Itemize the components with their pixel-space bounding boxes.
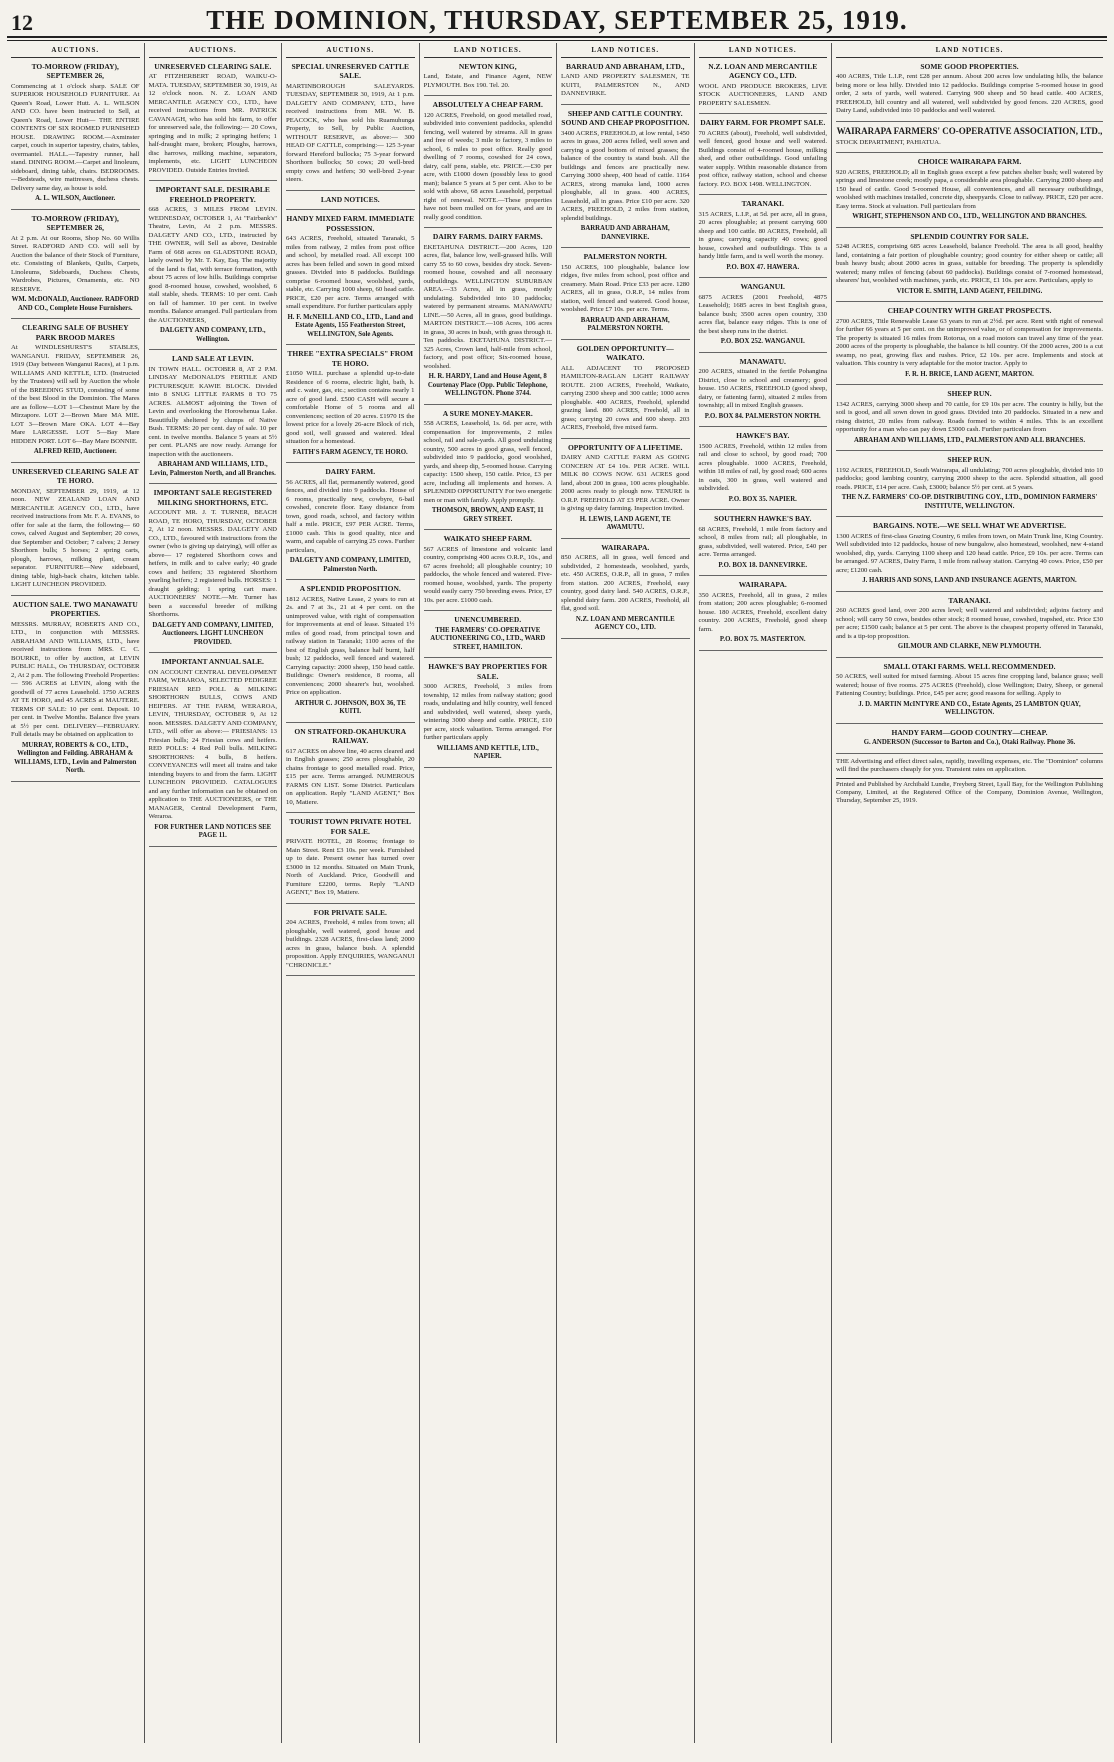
ad-heading: ON STRATFORD-OKAHUKURA RAILWAY. [294, 726, 407, 745]
advertisement [149, 488, 278, 653]
column-heading: LAND NOTICES. [424, 43, 553, 58]
advertisement [11, 323, 140, 463]
advertisement [699, 514, 828, 576]
ad-signature: FOR FURTHER LAND NOTICES SEE PAGE 11. [154, 823, 272, 839]
ad-heading: SOME GOOD PROPERTIES. [920, 61, 1019, 71]
advertisement [836, 521, 1103, 592]
advertisement [286, 908, 415, 977]
advertisement [424, 232, 553, 405]
column-heading: LAND NOTICES. [836, 43, 1103, 58]
ad-body: 1300 ACRES of first-class Grazing Country, 6 miles from town, on Main Trunk line, King Country. Well subdivided into 12 paddocks, house of new bungalow, also homestead, woolshed, new 4-stand woolshed, dip, yards. Carrying 1100 sheep and 120 head cattle. Price, £9 10s. per acre. Terms can be arranged. 97 ACRES, Dairy Farm, 1 mile from railway station. Carrying 40 cows. Price, £50 per acre; £1200 cash. [836, 532, 1103, 574]
ad-heading: UNRESERVED CLEARING SALE AT TE HORO. [11, 466, 139, 485]
ad-heading: PALMERSTON NORTH. [583, 252, 667, 261]
ad-heading: SHEEP RUN. [947, 389, 992, 398]
ad-heading: WAIKATO SHEEP FARM. [443, 534, 532, 543]
ad-signature: P.O. BOX 75. MASTERTON. [719, 636, 806, 643]
advertisement [286, 214, 415, 345]
ad-body: ON ACCOUNT CENTRAL DEVELOPMENT FARM, WERAROA, SELECTED PEDIGREE FRIESIAN RED POLL & MILKING SHORTHORN BULLS, COWS AND HEIFERS. AT THE FARM, WERAROA, LEVIN, THURSDAY, OCTOBER 9, At 12 noon. MESSRS. DALGETY AND COMPANY, LTD., will offer as above:— FRIESIANS: 13 Friesian bulls; 24 Friesian cows and heifers. RED POLLS: 4 Red Poll bulls. MILKING SHORTHORNS: 4 bulls, 8 heifers. CONVEYANCES will meet all trains and take intending buyers to and from the farm. LIGHT LUNCHEON PROVIDED. CATALOGUES and any further information can be obtained on application to THE AUCTIONEERS, or THE MANAGER, Central Development Farm, Weraroa. [148, 668, 277, 820]
ad-body: MARTINBOROUGH SALEYARDS. TUESDAY, SEPTEMBER 30, 1919, At 1 p.m. DALGETY AND COMPANY, LTD., have received instructions from MR. W. B. PEACOCK, who has sold his Ruamuhunga Property, to Sell, by Public Auction, WITHOUT RESERVE, as above:— 300 HEAD OF CATTLE, comprising:— 125 3-year forward Hereford bullocks; 75 3-year forward Shorthorn bullocks; 50 cows; 20 well-bred empty cows and heifers; 30 well-bred 2-year steers. [286, 82, 415, 183]
ad-heading: UNRESERVED CLEARING SALE. [154, 61, 272, 71]
advertisement [286, 584, 415, 723]
ad-body: IN TOWN HALL. OCTOBER 8, AT 2 P.M. LINDSAY McDONALD'S FERTILE AND PICTURESQUE KAWIE BLOCK. Divided into 8 SNUG LITTLE FARMS 8 TO 75 ACRES. ALMOST adjoining the Town of Levin and overlooking the Horowhenua Lake. Beautifully sheltered by clumps of Native Bush. TERMS: 20 per cent. day of sale. 10 per cent. in twelve months. Balance 5 years at 5½ per cent. PLANS are now ready. Arrange for inspection with the auctioneers. [148, 365, 277, 458]
ad-signature: G. ANDERSON (Successor to Barton and Co.), Otaki Railway. Phone 36. [863, 739, 1076, 746]
ad-signature: VICTOR E. SMITH, LAND AGENT, FEILDING. [896, 287, 1043, 295]
ad-heading: IMPORTANT SALE REGISTERED MILKING SHORTHORNS, ETC. [153, 488, 272, 507]
ad-heading: SHEEP AND CATTLE COUNTRY. SOUND AND CHEAP PROPOSITION. [561, 108, 690, 127]
column-heading: LAND NOTICES. [699, 43, 828, 58]
ad-body: 1342 ACRES, carrying 3000 sheep and 70 cattle, for £9 10s per acre. The country is hilly, but the soil is good, and all sown down in good grass. Divided into 20 paddocks. Situated in a new and rising district, 20 miles from railway. Roads formed to within 4 miles. This is an excellent opportunity for a man who can pay down £3000 cash. Further particulars from [836, 400, 1103, 433]
ad-heading: LAND NOTICES. [320, 194, 380, 204]
ad-heading: A SURE MONEY-MAKER. [442, 408, 533, 418]
advertisement [424, 615, 553, 658]
ad-heading: WAIRARAPA. [738, 580, 787, 589]
advertisement [286, 817, 415, 904]
ad-body: 668 ACRES, 3 MILES FROM LEVIN. WEDNESDAY, OCTOBER 1, At "Fairbank's" Theatre, Levin, At 2 p.m. MESSRS. DALGETY AND CO., LTD., instructed by THE OWNER, will Sell as above, Desirable Farm of 668 acres on GLADSTONE ROAD, lately owned by Mr. T. Kay, Esq. The majority of the land is flat, with terrace formation, with about 75 acres of low hills. Buildings comprise good 8-roomed house, cowshed, woolshed, 6 stall stable, sheds. TERMS: 10 per cent. Cash on fall of hammer. 10 per cent. in twelve months. Balance arranged. Full particulars from the AUCTIONEERS, [148, 206, 277, 324]
ad-signature: F. R. H. BRICE, LAND AGENT, MARTON. [905, 370, 1034, 378]
advertisement [11, 62, 140, 210]
ad-signature: FAITH'S FARM AGENCY, TE HORO. [292, 448, 408, 456]
ad-heading: IMPORTANT ANNUAL SALE. [161, 657, 264, 666]
ad-signature: THOMSON, BROWN, AND EAST, 11 GREY STREET. [431, 507, 544, 523]
ad-body: 558 ACRES, Leasehold, 1s. 6d. per acre, with compensation for improvements, 2 miles school, rail and sale-yards. All good undulating country, 500 acres in good grass, well fenced, subdivided into 9 paddocks, good woolshed, yards, and sheep dip, 5-roomed house. Carrying capacity: 1500 sheep, 150 cattle. Price, £3 per acre, including all implements and horses. A SPLENDID OPPORTUNITY For two energetic men or man with family. Apply promptly. [423, 420, 553, 504]
ad-body: Commencing at 1 o'clock sharp. SALE OF SUPERIOR HOUSEHOLD FURNITURE. At Queen's Road, Lower Hutt. A. L. WILSON AND CO. have been instructed to Sell, at Queen's Road, Lower Hutt— THE ENTIRE CONTENTS OF SIX ROOMED FURNISHED HOUSE. DRAWING ROOM.—Axminster carpet, couch in superior tapestry, chairs, tables, overmantel. HALL.—Tapestry runner, hall stand. DINING ROOM.—Carpet and linoleum, sideboard, dining table, chairs. BEDROOMS.—Bedsteads, wire mattresses, duchess chests. Delivery same day, as house is sold. [11, 82, 140, 192]
ad-heading: AUCTION SALE. TWO MANAWATU PROPERTIES. [12, 599, 138, 618]
ad-body: 350 ACRES, Freehold, all in grass, 2 miles from station; 200 acres ploughable; 6-roomed house. 180 ACRES, Freehold, excellent dairy country. 200 ACRES, Freehold, good sheep farm. [698, 591, 827, 633]
ad-body: WOOL AND PRODUCE BROKERS, LIVE STOCK AUCTIONEERS, LAND AND PROPERTY SALESMEN. [698, 82, 827, 107]
ad-body: 400 ACRES, Title L.I.P., rent £28 per annum. About 200 acres low undulating hills, the balance being more or less hilly. Divided into 12 paddocks. Buildings comprise 5-roomed house in good order, 2 sets of yards, well watered. Carrying 900 sheep and 50 head cattle. 400 ACRES, FREEHOLD, hill country and all watered, well subdivided by good fences. 220 ACRES, good Dairy Land, subdivided into 10 paddocks and well watered. [836, 73, 1103, 114]
ad-heading: N.Z. LOAN AND MERCANTILE AGENCY CO., LTD. [708, 61, 818, 80]
ad-body: 315 ACRES, L.I.P., at 5d. per acre, all in grass, 20 acres ploughable; at present carrying 600 sheep and 100 cattle. 80 ACRES, Freehold, all in grass; carrying capacity 40 cows; good house, cowshed and outbuildings. This is a handy little farm, and is well worth the money. [698, 210, 827, 260]
ad-body: 50 ACRES, well suited for mixed farming. About 15 acres fine cropping land, balance grass; well watered; house of five rooms. 275 ACRES (Freehold), close Wellington; Dairy, Sheep, or general Fattening Country; buildings. Price, £45 per acre; good reasons for selling. Apply to [836, 673, 1103, 697]
advertisement [149, 657, 278, 847]
ad-signature: H. F. McNEILL AND CO., LTD., Land and Estate Agents, 155 Featherston Street, WELLINGTON, Sole Agents. [287, 313, 413, 338]
ad-heading: SHEEP RUN. [947, 455, 992, 464]
ad-body: ALL ADJACENT TO PROPOSED HAMILTON-RAGLAN LIGHT RAILWAY ROUTE. 2100 ACRES, Freehold, Waikato, carrying 2300 sheep and 300 cattle; 1000 acres ploughable. 400 ACRES, Freehold, splendid grazing land. 800 ACRES, Freehold, all in grass; carrying 20 cows and 600 sheep. 203 ACRES, Freehold, five mixed farm. [561, 364, 690, 431]
ad-heading: WAIRARAPA FARMERS' CO-OPERATIVE ASSOCIATION, LTD., [836, 125, 1103, 136]
advertisement [836, 596, 1103, 658]
double-rule [7, 40, 1107, 41]
ad-heading: BARRAUD AND ABRAHAM, LTD., [566, 61, 685, 71]
ad-body: LAND AND PROPERTY SALESMEN, TE KUITI, PALMERSTON N., AND DANNEVIRKE. [561, 73, 690, 97]
ad-heading: SPECIAL UNRESERVED CATTLE SALE. [291, 61, 410, 80]
ad-signature: DALGETY AND COMPANY, LIMITED, Auctioneers. LIGHT LUNCHEON PROVIDED. [152, 621, 274, 646]
advertisement [149, 185, 278, 350]
ad-body: EKETAHUNA DISTRICT.—200 Acres, 120 acres, flat, balance low, well-grassed hills. Will carry 55 to 60 cows, besides dry stock. Seven-roomed house, cowshed and all necessary outbuildings. WELLINGTON SUBURBAN AREA.—33 Acres, all in grass, mostly undulating. Subdivided into 10 paddocks; watered by permanent streams. MANAWATU LINE.—50 Acres, all in grass, good buildings. MARTON DISTRICT.—108 Acres, 106 acres in grass, 30 acres in bush, with grass through it. Ten paddocks. EKETAHUNA DISTRICT.—325 Acres, Crown land, half-mile from school, factory, and post office; Six-roomed house, woolshed. [423, 243, 552, 370]
column-7 [832, 43, 1107, 1743]
ad-heading: A SPLENDID PROPOSITION. [299, 584, 401, 593]
ad-body: 204 ACRES, Freehold, 4 miles from town; all ploughable, well watered, good house and buildings. 2328 ACRES, first-class land; 2000 acres in grass, balance bush. A splendid proposition. Apply ENQUIRIES, WANGANUI "CHRONICLE." [286, 919, 415, 969]
ad-body: 56 ACRES, all flat, permanently watered, good fences, and divided into 9 paddocks. House of 6 rooms, practically new, cowbyre, 6-bail cowshed, concrete floor. Easy distance from town, good roads, school, and factory within half a mile. PRICE, £97 PER ACRE. Terms, £1000 cash. This is good quality, nice and warm, and capable of carrying 25 cows. Further particulars, [286, 478, 415, 554]
ad-heading: GOLDEN OPPORTUNITY—WAIKATO. [576, 343, 674, 362]
advertisement [836, 232, 1103, 303]
ad-signature: THE FARMERS' CO-OPERATIVE AUCTIONEERING CO., LTD., WARD STREET, HAMILTON. [430, 626, 546, 651]
advertisement [149, 354, 278, 484]
ad-heading: FOR PRIVATE SALE. [313, 907, 387, 917]
ad-body: 920 ACRES, FREEHOLD; all in English grass except a few patches shelter bush; well watered by springs and limestone creek; mostly papa, a considerable area ploughable. Carrying 2000 sheep and 150 head of cattle. Good 5-roomed House, all conveniences, and all necessary outbuildings, woolshed with machines installed, concrete dip, sheepyards. Close to railway. PRICE, £20 per acre. Easy terms. Stock at valuation. Full particulars from [836, 168, 1103, 210]
ad-body: 643 ACRES, Freehold, situated Taranaki, 5 miles from railway, 2 miles from post office and school, by metalled road. All except 100 acres has been felled and sown in good mixed grasses. Divided into 8 paddocks. Buildings comprise 6-roomed house, woolshed, yards, stable, etc. Carrying 1000 sheep, 60 head cattle. PRICE, £20 per acre. Terms arranged with small expenditure. For further particulars apply [286, 235, 415, 310]
ad-body: DAIRY AND CATTLE FARM AS GOING CONCERN AT £4 10s. PER ACRE. WILL MILK 80 COWS NOW. 631 ACRES good land, about 200 in grass, 100 acres ploughable. 2000 acres ready to plough now. TENURE is O.R.P. FREEHOLD AT £3 PER ACRE. Owner is giving up dairy farming. Inspection invited. [561, 454, 690, 512]
ad-heading: DAIRY FARM. [325, 467, 376, 476]
ad-body: £1050 WILL purchase a splendid up-to-date Residence of 6 rooms, electric light, bath, h. and c. water, gas, etc.; section contains nearly 1 acre of good land. £500 CASH will secure a comfortable Home of 5 rooms and all conveniences; section of 20 acres. £1970 IS the lowest price for a lovely 26-acre Block of rich, good soil, well grassed and watered. Ideal situation for a homestead. [286, 370, 415, 445]
ad-signature: P.O. BOX 18. DANNEVIRKE. [718, 561, 808, 569]
ad-body: 6875 ACRES (2001 Freehold, 4875 Leasehold); 1685 acres in best English grass, balance bush; 3500 acres open country, 330 acres flat, balance easy ridges. This is one of the best sheep runs in the district. [698, 293, 827, 335]
ad-heading: BARGAINS. NOTE.—WE SELL WHAT WE ADVERTISE. [873, 521, 1066, 530]
advertisement [11, 214, 140, 320]
ad-heading: TO-MORROW (FRIDAY), SEPTEMBER 26, [31, 213, 119, 232]
advertisement [424, 62, 553, 97]
advertisement [836, 662, 1103, 724]
ad-body: STOCK DEPARTMENT, PAHIATUA. [836, 138, 941, 146]
advertisement [424, 409, 553, 531]
ad-body: 850 ACRES, all in grass, well fenced and subdivided, 2 homesteads, woolshed, yards, etc. 450 ACRES, O.R.P., all in grass, 7 miles from station. 200 ACRES, Freehold, easy country, good dairy land. 540 ACRES, O.R.P., splendid dairy farm. 200 ACRES, Freehold, all flat, good soil. [561, 554, 690, 612]
advertisement [561, 252, 690, 340]
advertisement [424, 534, 553, 611]
ad-signature: GILMOUR AND CLARKE, NEW PLYMOUTH. [897, 643, 1042, 650]
advertisement [561, 62, 690, 105]
ad-signature: THE N.Z. FARMERS' CO-OP. DISTRIBUTING COY., LTD., DOMINION FARMERS' INSTITUTE, WELLINGTON. [841, 494, 1098, 510]
ad-body: 567 ACRES of limestone and volcanic land country, comprising 400 acres O.R.P., 10s., and 67 acres freehold; all ploughable country; 10 paddocks, the whole fenced and watered. Five-roomed house, woolshed, yards. The property would easily carry 750 breeding ewes. Price, £7 10s. per acre. £1000 cash. [423, 545, 552, 604]
ad-body: 150 ACRES, 100 ploughable, balance low ridges, five miles from school, post office and creamery. Main Road. Price £33 per acre. 1280 ACRES, all in grass, O.R.P., 14 miles from station, well fenced and watered. Good house, woolshed. Price £7 10s. per acre. Terms. [561, 263, 690, 313]
column-4 [420, 43, 558, 1743]
ad-body: 3000 ACRES, Freehold, 3 miles from township, 12 miles from railway station; good roads, undulating and hilly country, well fenced and subdivided, well watered, sheep yards, wintering 3000 sheep and cattle. PRICE, £10 per acre, stock valuation. Terms arranged. For further particulars apply [423, 683, 552, 741]
ad-body: 3400 ACRES, FREEHOLD, at low rental, 1450 acres in grass, 200 acres felled, well sown and carrying a good bottom of mixed grasses; the balance of the country is stand bush. All the buildings and fences are practically new. Carrying 3000 sheep, 400 head of cattle. 1164 ACRES, strong manuka land, 1000 acres ploughable, all in grass. 400 ACRES, Leasehold, all in grass. Price £10 per acre. 320 ACRES, FREEHOLD, 2 miles from station, splendid buildings. [561, 129, 690, 222]
column-2 [145, 43, 283, 1743]
column-1 [7, 43, 145, 1743]
ad-heading: WAIRARAPA. [601, 542, 650, 552]
ad-signature: ARTHUR C. JOHNSON, BOX 36, TE KUITI. [294, 699, 406, 715]
ad-body: 1500 ACRES, Freehold, within 12 miles from rail and close to school, by good road; 700 acres ploughable. 1000 ACRES, Freehold, within 18 miles of rail, by good road; 600 acres in oats, 300 in grass, well watered and subdivided. [698, 442, 827, 492]
ad-signature: N.Z. LOAN AND MERCANTILE AGENCY CO., LTD. [575, 615, 675, 631]
advertisement [286, 727, 415, 814]
advertisement [286, 467, 415, 580]
ad-signature: ABRAHAM AND WILLIAMS, LTD., Levin, Palmerston North, and all Branches. [149, 461, 276, 477]
page-number: 12 [11, 10, 33, 35]
advertising-note: THE Advertising and effect direct sales, rapidly, travelling expenses, etc. The "Dominion" columns will find the purchasers cheaply for you. Transient rates on application. [836, 757, 1103, 773]
masthead [7, 6, 1107, 38]
ad-signature: WILLIAMS AND KETTLE, LTD., NAPIER. [436, 744, 539, 760]
advertisement [699, 118, 828, 195]
ad-body: 617 ACRES on above line, 40 acres cleared and in English grasses; 250 acres ploughable, 20 chains frontage to good metalled road. Price, £15 per acre. Terms arranged. NUMEROUS FARMS ON LIST. Some District. Particulars on application. Reply "LAND AGENT," Box 10, Matiere. [286, 747, 415, 806]
advertisement [699, 431, 828, 510]
advertisement [836, 389, 1103, 451]
advertisement [836, 306, 1103, 385]
column-6 [695, 43, 833, 1743]
ad-body: At WINDLESHURST'S STABLES, WANGANUI. FRIDAY, SEPTEMBER 26, 1919 (Day between Wanganui Races), at 1 p.m. WILLIAMS AND KETTLE, LTD. (Instructed by the Trustees) will sell by Auction the whole of the BREEDING STUD, consisting of some of the best Blood in the Dominion. The Mares are as follow—LOT 1—Chestnut Mare by the Mirzapore. LOT 2—Brown Mare MA MIE. LOT 3—Brown Mare OKA. LOT 4—Bay Mare LARGESSE. LOT 5—Bay Mare HIDDEN PORT. LOT 6—Bay Mare BONNIE. [11, 344, 140, 445]
ad-heading: IMPORTANT SALE. DESIRABLE FREEHOLD PROPERTY. [155, 185, 270, 204]
ad-body: ACCOUNT MR. J. T. TURNER, BEACH ROAD, TE HORO, THURSDAY, OCTOBER 2, At 12 noon. MESSRS. DALGETY AND CO., LTD., favoured with instructions from the owner (who is giving up dairying), will offer as above— 17 registered Shorthorn cows and heifers, in milk and to calve early; 40 grade cows and heifers; 33 registered Shorthorn yearling heifers; 2 registered bulls. HORSES: 1 draught gelding; 1 spring cart mare. AUCTIONEERS' NOTE.—Mr. Turner has been a successful breeder of milking Shorthorns. [148, 509, 277, 618]
advertisement [699, 357, 828, 428]
advertisement [836, 455, 1103, 517]
ad-heading: HAWKE'S BAY. [736, 431, 790, 440]
ad-signature: WRIGHT, STEPHENSON AND CO., LTD., WELLINGTON AND BRANCHES. [852, 213, 1087, 220]
ad-signature: BARRAUD AND ABRAHAM, DANNEVIRKE. [580, 225, 670, 241]
ad-body: 260 ACRES good land, over 200 acres level; well watered and subdivided; adjoins factory and school; will carry 50 cows, besides other stock; 8 roomed house, cowshed, trapshed, etc. Price £30 per acre; £1500 cash; balance at 5 per cent. The above is the cheapest property offered in Taranaki, and is a tip-top proposition. [836, 607, 1103, 640]
ad-body: 1192 ACRES, FREEHOLD, South Wairarapa, all undulating; 700 acres ploughable, divided into 10 paddocks; good lambing country, carrying 2000 sheep to the acre. Splendid situation, all good roads. PRICE, £14 per acre. Cash, £3000; balance 5½ per cent. at 5 years. [836, 466, 1103, 491]
ad-signature: P.O. BOX 84. PALMERSTON NORTH. [704, 412, 821, 420]
advertisement [699, 199, 828, 278]
ad-signature: A. L. WILSON, Auctioneer. [35, 195, 116, 202]
ad-body: AT FITZHERBERT ROAD, WAIKU-O-MATA. TUESDAY, SEPTEMBER 30, 1919, At 12 o'clock noon. N. Z. LOAN AND MERCANTILE AGENCY CO., LTD., have received instructions from MR. PATRICK CAVANAGH, who has sold his farm, to offer for unreserved sale, the following:— 20 Cows, springing and in milk; 2 springing heifers; 1 half-draught mare, broken; Ploughs, harrows, disc harrows, milking machine, separators, implements, etc. LIGHT LUNCHEON PROVIDED. Outside Entries Invited. [148, 73, 277, 174]
advertisement [286, 349, 415, 463]
column-heading: AUCTIONS. [286, 43, 415, 58]
ad-heading: TOURIST TOWN PRIVATE HOTEL FOR SALE. [289, 817, 411, 836]
column-3 [282, 43, 420, 1743]
ad-signature: P.O. BOX 47. HAWERA. [726, 263, 800, 271]
ad-heading: NEWTON KING, [458, 61, 517, 71]
ad-signature: H. LEWIS, LAND AGENT, TE AWAMUTU. [579, 515, 671, 531]
ad-heading: SMALL OTAKI FARMS. WELL RECOMMENDED. [883, 661, 1056, 671]
ad-signature: ALFRED REID, Auctioneer. [33, 448, 117, 455]
advertisement [699, 62, 828, 115]
column-heading: AUCTIONS. [11, 43, 140, 58]
advertisement [424, 100, 553, 228]
advertisement [561, 109, 690, 249]
ad-heading: CLEARING SALE OF BUSHEY PARK BROOD MARES [21, 323, 129, 342]
newspaper-title: THE DOMINION, THURSDAY, SEPTEMBER 25, 1919. [206, 5, 908, 35]
ad-heading: DAIRY FARMS. DAIRY FARMS. [432, 232, 543, 241]
ad-body: At 2 p.m. At our Rooms, Shop No. 60 Willis Street. RADFORD AND CO. will sell by Auction the balance of their Stock of Furniture, etc. Consisting of Blankets, Quilts, Carpets, Linoleums, Sideboards, Duchess Chests, Wardrobes, Pictures, Ornaments, etc. NO RESERVE. [11, 234, 140, 293]
ad-body: MESSRS. MURRAY, ROBERTS AND CO., LTD., in conjunction with MESSRS. ABRAHAM AND WILLIAMS, LTD., have received instructions from MRS. C. C. BOURKE, to offer by auction, at LEVIN PUBLIC HALL, On THURSDAY, OCTOBER 2, At 2 p.m. The following Freehold Properties:— 596 ACRES at LEVIN, along with the goodwill of 77 acres Leasehold. 1750 ACRES AT TE HORO, and 45 ACRES at MAUTERE. TERMS OF SALE: 10 per cent. Deposit. 10 per cent. in Twelve Months. Balance five years at 5½ per cent. DELIVERY—FEBRUARY. Full details may be obtained on application to [11, 620, 140, 738]
advertisement [286, 62, 415, 191]
advertisement [11, 600, 140, 782]
column-heading: LAND NOTICES. [561, 43, 690, 58]
ad-heading: TARANAKI. [948, 595, 991, 605]
advertisement [286, 195, 415, 211]
ad-body: 68 ACRES, Freehold, 1 mile from factory and school, 8 miles from rail; all ploughable, in grass, subdivided, well watered. Price, £40 per acre. Terms arranged. [698, 525, 827, 558]
ad-heading: SOUTHERN HAWKE'S BAY. [714, 514, 812, 523]
ad-signature: J. HARRIS AND SONS, LAND AND INSURANCE AGENTS, MARTON. [862, 577, 1077, 584]
ad-heading: TO-MORROW (FRIDAY), SEPTEMBER 26, [31, 61, 119, 80]
ad-heading: LAND SALE AT LEVIN. [172, 354, 254, 363]
ad-signature: DALGETY AND COMPANY, LTD., Wellington. [159, 327, 266, 343]
ad-body: 1812 ACRES, Native Lease, 2 years to run at 2s. and 7 at 3s., 21 at 4 per cent. on the unimproved value, with right of compensation for improvements at end of lease. Situated 1½ miles of good road, from principal town and railway station in Taranaki; 1100 acres of the best of English grass, balance half burnt, half bush; 12 paddocks, well fenced and watered. Carrying capacity: 2000 sheep, 150 head cattle. Buildings: Owner's residence, 8 rooms, all conveniences; 2000 shearer's hut, woolshed. Price on application. [286, 595, 415, 696]
column-grid [7, 43, 1107, 1743]
ad-heading: SPLENDID COUNTRY FOR SALE. [910, 231, 1029, 241]
advertisement [561, 443, 690, 539]
ad-heading: THREE "EXTRA SPECIALS" FROM TE HORO. [287, 349, 414, 368]
ad-signature: ABRAHAM AND WILLIAMS, LTD., PALMERSTON AND ALL BRANCHES. [853, 436, 1086, 444]
advertisement [836, 126, 1103, 154]
ad-signature: MURRAY, ROBERTS & CO., LTD., Wellington and Feilding. ABRAHAM & WILLIAMS, LTD., Levin and Palmerston North. [14, 741, 137, 774]
advertisement [836, 62, 1103, 122]
ad-body: 2700 ACRES, Title Renewable Lease 63 years to run at 2½d. per acre. Rent with right of renewal for further 66 years at 5 per cent. on the unimproved value, or of compensation for improvements. The property is situated 16 miles from Rotorua, on a road motors can travel any time of the year. 2000 acres of the property is ploughable, the balance is hill country. Of the 2000 acres, 200 is a cut swamp, no peat, growing flax and rushes. Price, £2 10s. per acre. Implements and stock at valuation. This country is very adaptable for the motor tractor. Apply to [836, 317, 1103, 367]
advertisement [699, 580, 828, 651]
advertisement [424, 662, 553, 768]
ad-signature: J. D. MARTIN McINTYRE AND CO., Estate Agents, 25 LAMBTON QUAY, WELLINGTON. [858, 700, 1081, 716]
ad-signature: H. R. HARDY, Land and House Agent, 8 Courtenay Place (Opp. Public Telephone, WELLINGTON. Phone 3744. [427, 373, 548, 397]
ad-body: PRIVATE HOTEL, 28 Rooms; frontage to Main Street. Rent £3 10s. per week. Furnished up to date. Present owner has turned over £3000 in 12 months. Situated on Main Trunk, North of Auckland. Price, Goodwill and Furniture £2200, terms. Reply "LAND AGENT," Box 19, Matiere. [286, 838, 415, 896]
ad-heading: CHEAP COUNTRY WITH GREAT PROSPECTS. [887, 306, 1052, 315]
ad-heading: MANAWATU. [739, 356, 786, 366]
ad-heading: OPPORTUNITY OF A LIFETIME. [567, 442, 683, 452]
ad-heading: UNENCUMBERED. [454, 615, 522, 624]
column-heading: AUCTIONS. [149, 43, 278, 58]
ad-body: 120 ACRES, Freehold, on good metalled road, subdivided into convenient paddocks, splendid fencing, well watered by streams. All in grass and free of weeds; 3 mile to factory, 3 miles to school, 6 miles to post office. Really good dwelling of 7 rooms, cowshed for 24 cows, dairy, calf pens, stable, etc. PRICE.—£30 per acre, with £1000 down (possibly less to good man); balance 5 years at 5 per cent. Also to be sold with above, 68 acres Leasehold, perpetual right of renewal. NOTE.—These properties have not been mulled on for years, and are in really good condition. [423, 111, 552, 221]
ad-signature: P.O. BOX 35. NAPIER. [728, 495, 797, 503]
advertisement [149, 62, 278, 182]
ad-heading: ABSOLUTELY A CHEAP FARM. [432, 100, 543, 109]
printer-imprint: Printed and Published by Archibald Lundie, Freyberg Street, Lyall Bay, for the Wellington Publishing Company, Limited, at the Registered Office of the Company, Dominion Avenue, Wellington, Thursday, September 25, 1919. [836, 778, 1103, 805]
ad-signature: WM. McDONALD, Auctioneer. RADFORD AND CO., Complete House Furnishers. [11, 296, 139, 312]
ad-heading: HANDY FARM—GOOD COUNTRY—CHEAP. [891, 727, 1048, 737]
advertisement [561, 543, 690, 639]
ad-body: Land, Estate, and Finance Agent, NEW PLYMOUTH. Box 190. Tel. 20. [423, 73, 552, 89]
advertisement [836, 157, 1103, 228]
ad-body: 5248 ACRES, comprising 685 acres Leasehold, balance Freehold. The area is all good, healthy land, containing a fair portion of ploughable country; good country for either sheep or cattle; all bush heavy bush; about 2000 acres in grass, suitable for breeding. The property is splendidly watered; many miles of fencing (about 60 paddocks). Buildings consist of 7-roomed homestead, shearers' hut, woolshed with machines, yards, etc. PRICE, £1 10s. per acre. Particulars, apply to [836, 243, 1103, 284]
ad-heading: CHOICE WAIRARAPA FARM. [917, 157, 1022, 166]
ad-heading: TARANAKI. [741, 199, 784, 208]
column-5 [557, 43, 695, 1743]
ad-body: 200 ACRES, situated in the fertile Pohangina District, close to school and creamery; good house. 150 ACRES, FREEHOLD (good sheep, dairy, or fattening farm), situated 2 miles from township; all in mixed English grasses. [698, 368, 827, 409]
ad-heading: DAIRY FARM. FOR PROMPT SALE. [700, 118, 826, 127]
advertisement [561, 344, 690, 439]
ad-signature: BARRAUD AND ABRAHAM, PALMERSTON NORTH. [580, 316, 670, 332]
ad-body: 70 ACRES (about), Freehold, well subdivided, well fenced, good house and well watered. Buildings consist of 4-roomed house, milking shed, and other outbuildings. Good unfailing water supply. Within reasonable distance from post office, railway station, school and cheese factory. P.O. BOX 1498. WELLINGTON. [698, 129, 827, 188]
ad-heading: HANDY MIXED FARM. IMMEDIATE POSSESSION. [286, 214, 415, 233]
advertisement [836, 728, 1103, 754]
ad-heading: HAWKE'S BAY PROPERTIES FOR SALE. [428, 662, 548, 681]
advertisement [699, 282, 828, 353]
newspaper-page [7, 6, 1107, 1750]
ad-signature: P.O. BOX 252. WANGANUI. [720, 338, 805, 345]
ad-heading: WANGANUI. [740, 282, 785, 291]
ad-body: MONDAY, SEPTEMBER 29, 1919, at 12 noon. NEW ZEALAND LOAN AND MERCANTILE AGENCY CO., LTD., have received instructions from Mr. F. A. EVANS, to offer for sale at the farm, the following— 60 cows, calved August and September; 20 cows, due September and October; 7 calves; 2 Jersey Shorthorn bulls; 5 horses; 2 spring carts, plough, harrows, milking plant, cream separator. FURNITURE—New sideboard, dining table, high-back chairs, kitchen table. LIGHT LUNCHEON PROVIDED. [11, 487, 140, 588]
ad-signature: DALGETY AND COMPANY, LIMITED, Palmerston North. [289, 557, 411, 573]
advertisement [11, 467, 140, 596]
